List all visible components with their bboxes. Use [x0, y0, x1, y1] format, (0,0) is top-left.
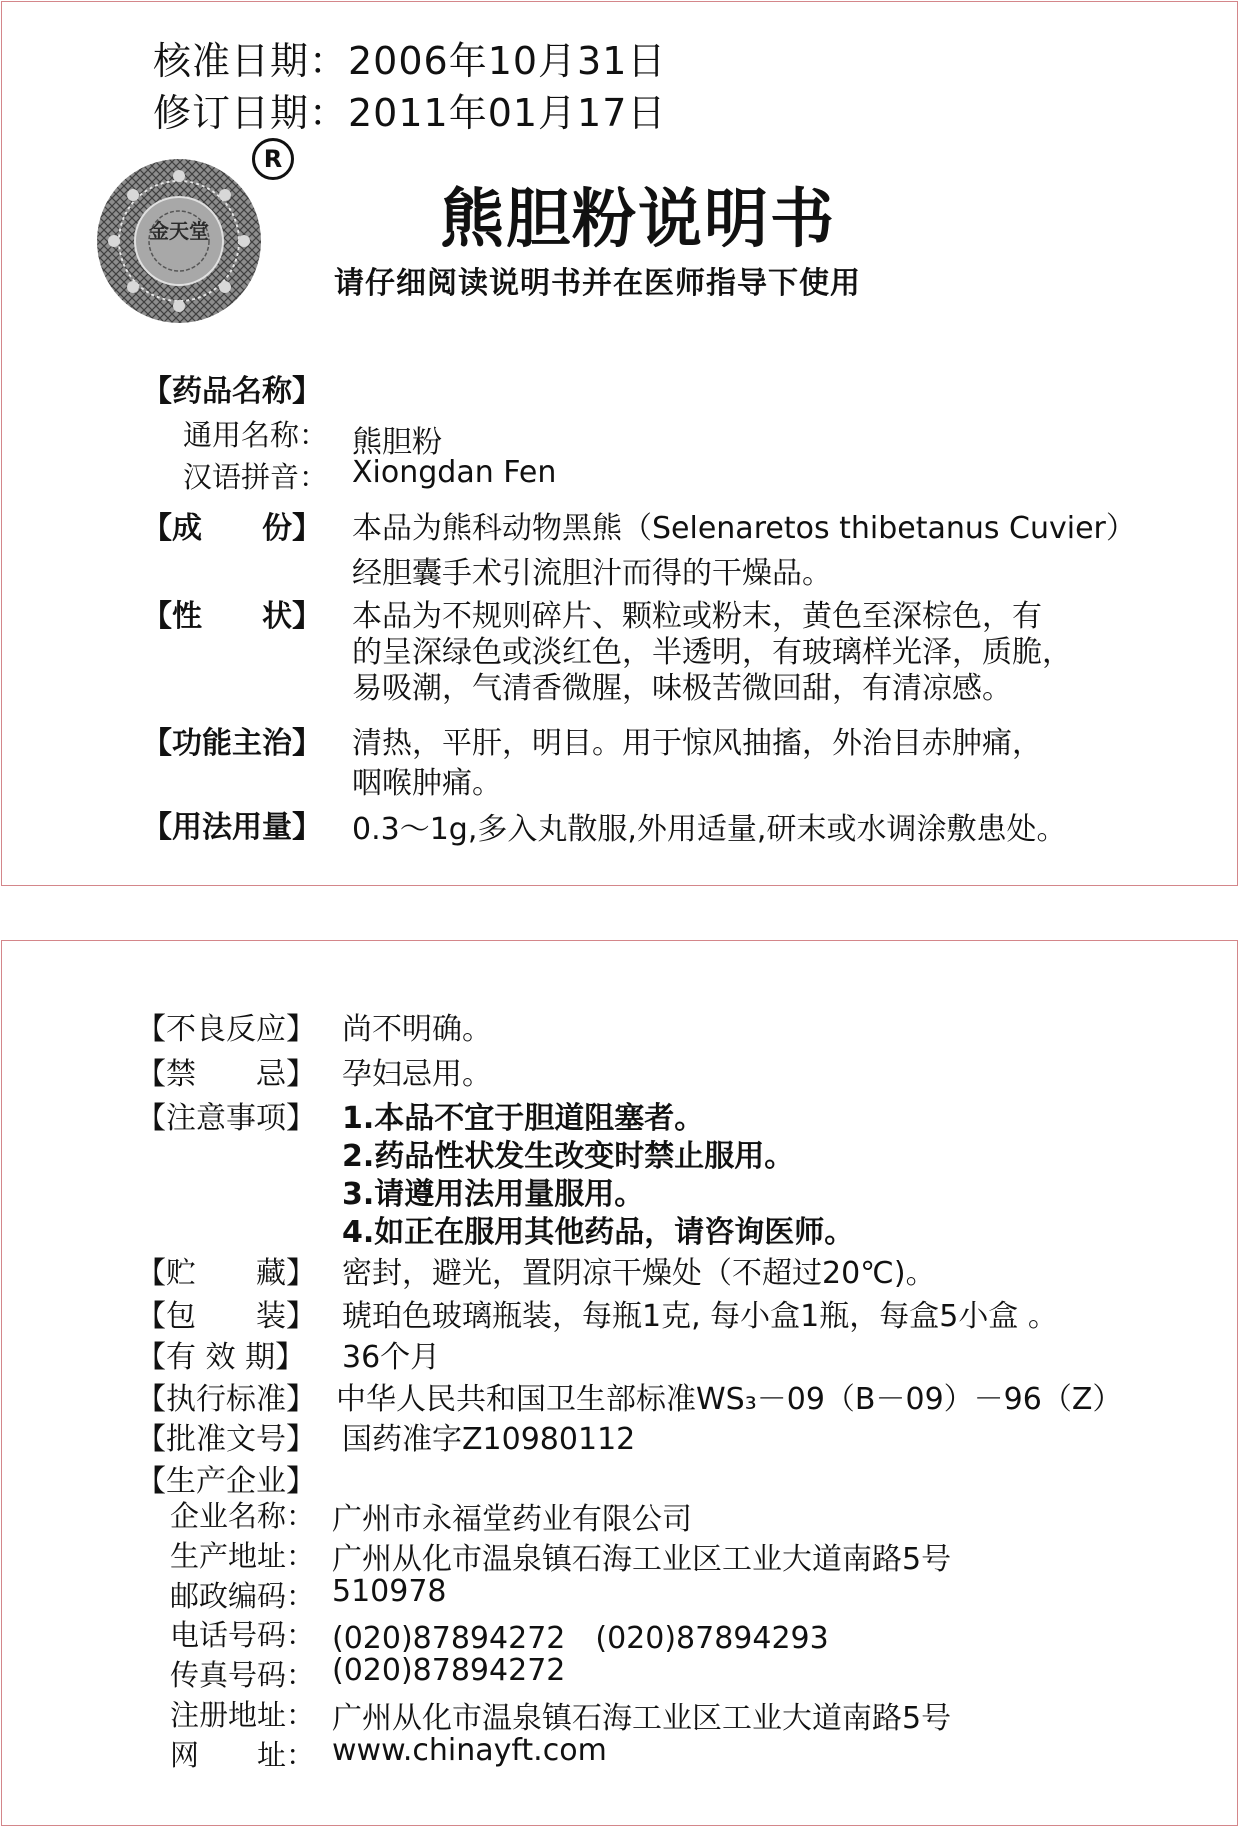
section-label-shelf-life: 【有 效 期】	[136, 1340, 306, 1375]
manufacturer-company-label: 企业名称：	[170, 1499, 316, 1533]
approval-number-text: 国药准字Z10980112	[342, 1422, 636, 1457]
seal-glyph-top: 金天堂	[149, 219, 209, 243]
composition-line-2: 经胆囊手术引流胆汁而得的干燥品。	[352, 556, 832, 591]
manufacturer-postcode-value: 510978	[332, 1574, 447, 1609]
section-label-manufacturer: 【生产企业】	[136, 1464, 316, 1499]
manufacturer-fax-value: (020)87894272	[332, 1653, 566, 1688]
approval-date: 核准日期：2006年10月31日	[153, 39, 667, 83]
manufacturer-address-value: 广州从化市温泉镇石海工业区工业大道南路5号	[332, 1542, 952, 1577]
section-label-adverse-reactions: 【不良反应】	[136, 1012, 316, 1047]
section-label-standard: 【执行标准】	[136, 1382, 316, 1417]
description-line-1: 本品为不规则碎片、颗粒或粉末，黄色至深棕色，有	[352, 599, 1042, 634]
section-label-description: 【性 状】	[142, 599, 322, 634]
registered-trademark-icon: R	[252, 138, 294, 180]
dosage-text: 0.3～1g,多入丸散服,外用适量,研末或水调涂敷患处。	[352, 812, 1067, 847]
manufacturer-phone-label: 电话号码：	[170, 1618, 316, 1652]
manufacturer-registered-address-label: 注册地址：	[170, 1698, 316, 1732]
document-title: 熊胆粉说明书	[440, 183, 836, 257]
composition-line-1: 本品为熊科动物黑熊（Selenaretos thibetanus Cuvier）	[352, 511, 1136, 546]
description-line-3: 易吸潮，气清香微腥，味极苦微回甜，有清凉感。	[352, 671, 1012, 706]
indications-line-1: 清热，平肝，明目。用于惊风抽搐，外治目赤肿痛，	[352, 726, 1042, 761]
storage-text: 密封，避光，置阴凉干燥处（不超过20℃)。	[342, 1256, 936, 1291]
section-label-contraindications: 【禁 忌】	[136, 1057, 316, 1092]
manufacturer-address-label: 生产地址：	[170, 1539, 316, 1573]
contraindications-text: 孕妇忌用。	[342, 1057, 492, 1092]
indications-line-2: 咽喉肿痛。	[352, 766, 502, 801]
section-label-drug-name: 【药品名称】	[142, 374, 322, 409]
section-label-precautions: 【注意事项】	[136, 1101, 316, 1136]
manufacturer-company-value: 广州市永福堂药业有限公司	[332, 1502, 692, 1537]
manufacturer-postcode-label: 邮政编码：	[170, 1579, 316, 1613]
section-label-indications: 【功能主治】	[142, 726, 322, 761]
pinyin-label: 汉语拼音：	[183, 460, 329, 494]
revision-date: 修订日期：2011年01月17日	[153, 91, 667, 135]
generic-name-label: 通用名称：	[183, 418, 329, 452]
section-label-approval-number: 【批准文号】	[136, 1422, 316, 1457]
pinyin-value: Xiongdan Fen	[352, 455, 557, 490]
manufacturer-phone-value: (020)87894272 (020)87894293	[332, 1621, 829, 1656]
precaution-item-1: 1.本品不宜于胆道阻塞者。	[342, 1101, 705, 1136]
document-subtitle: 请仔细阅读说明书并在医师指导下使用	[334, 266, 861, 301]
packaging-text: 琥珀色玻璃瓶装，每瓶1克, 每小盒1瓶，每盒5小盒 。	[342, 1299, 1058, 1334]
precaution-item-2: 2.药品性状发生改变时禁止服用。	[342, 1139, 795, 1174]
adverse-reactions-text: 尚不明确。	[342, 1012, 492, 1047]
precaution-item-4: 4.如正在服用其他药品，请咨询医师。	[342, 1215, 855, 1250]
manufacturer-website-value: www.chinayft.com	[332, 1733, 607, 1768]
section-label-dosage: 【用法用量】	[142, 810, 322, 845]
manufacturer-website-label: 网 址：	[170, 1738, 316, 1772]
generic-name-value: 熊胆粉	[352, 425, 442, 460]
section-label-composition: 【成 份】	[142, 511, 322, 546]
manufacturer-registered-address-value: 广州从化市温泉镇石海工业区工业大道南路5号	[332, 1701, 952, 1736]
circular-brand-seal-icon	[96, 158, 262, 324]
precaution-item-3: 3.请遵用法用量服用。	[342, 1177, 645, 1212]
standard-text: 中华人民共和国卫生部标准WS₃－09（B－09）－96（Z）	[336, 1382, 1123, 1417]
section-label-storage: 【贮 藏】	[136, 1256, 316, 1291]
shelf-life-text: 36个月	[342, 1340, 441, 1375]
manufacturer-fax-label: 传真号码：	[170, 1658, 316, 1692]
description-line-2: 的呈深绿色或淡红色，半透明，有玻璃样光泽，质脆，	[352, 635, 1072, 670]
section-label-packaging: 【包 装】	[136, 1299, 316, 1334]
